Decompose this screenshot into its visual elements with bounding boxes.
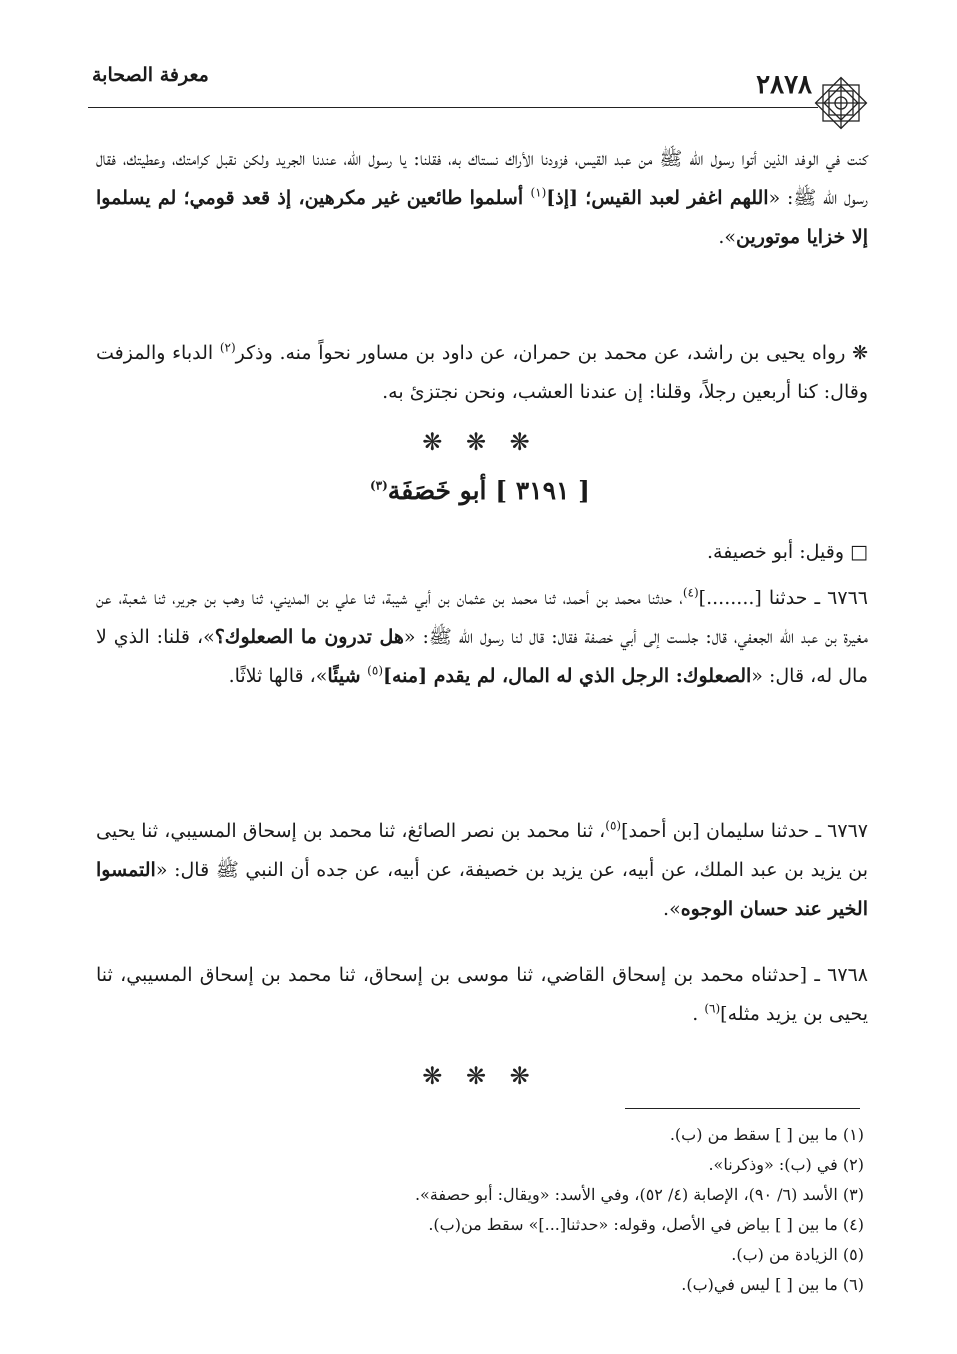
running-header-title: معرفة الصحابة <box>92 64 209 86</box>
hadith-6766-bold-3: شيئًا <box>327 665 368 687</box>
intro-bold-2: أسلموا طائعين غير مكرهين، إذ قعد قومي؛ لم يسلموا إلا خزايا موتورين <box>96 187 868 248</box>
footnote-1: (١) ما بين [ ] سقط من (ب). <box>669 1125 864 1144</box>
footnote-2: (٢) في (ب): «وذكرنا». <box>708 1155 864 1174</box>
footnote-3: (٣) الأسد (٦/ ٩٠)، الإصابة (٤/ ٥٢)، وفي الأسد: «ويقال: أبو حصفة». <box>414 1185 864 1204</box>
footnote-ref-6: (٦) <box>704 1001 721 1016</box>
footnote-ref-5b: (٥) <box>605 818 622 833</box>
hadith-6766 <box>96 579 868 696</box>
intro-paragraph <box>96 140 868 257</box>
hadith-6766-bold-1: هل تدرون ما الصعلوك؟ <box>214 626 404 648</box>
alternate-name: □ وقيل: أبو خصيفة. <box>706 541 868 563</box>
hadith-6767-text-a: ٦٧٦٧ ـ حدثنا سليمان [بن أحمد] <box>621 820 868 842</box>
narration-text-1: ❋ رواه يحيى بن راشد، عن محمد بن حمران، عن داود بن مساور نحواً منه. وذكر <box>235 342 868 364</box>
hadith-6766-text-d: »، قالها ثلاثًا. <box>228 665 328 687</box>
footnote-6: (٦) ما بين [ ] ليس في(ب). <box>681 1275 864 1294</box>
hadith-6767-end: ». <box>663 898 681 920</box>
hadith-6768-end: . <box>692 1003 705 1025</box>
hadith-6768 <box>96 956 868 1034</box>
narration-text-2: الدباء والمزفت وقال: كنا أربعين رجلاً، وقلنا: إن عندنا العشب، ونحن نجتزئ به. <box>96 342 868 403</box>
footnote-ref-5: (٥) <box>367 663 383 678</box>
footnote-rule <box>625 1108 860 1109</box>
section-heading <box>250 476 710 505</box>
intro-text-1: كنت في الوفد الذين أتوا رسول الله ﷺ من عبد القيس، فزودنا الأراك نستاك به، فقلنا: يا رسول الله، عندنا الجريد ولكن نقبل كرامتك، وعطيتك، فقال رسول الله ﷺ: « <box>96 148 868 209</box>
hadith-6766-text-a: ٦٧٦٦ ـ حدثنا [........] <box>698 587 868 609</box>
footnote-ref-3: (٣) <box>369 478 388 493</box>
star-ornament-icon <box>813 75 869 131</box>
intro-bold-1: اللهم اغفر لعبد القيس؛ [إذ] <box>546 187 769 209</box>
header-rule <box>88 107 818 108</box>
hadith-6766-bold-2: الصعلوك: الرجل الذي له المال، لم يقدم [منه] <box>383 665 752 687</box>
footnotes <box>200 1120 864 1300</box>
hadith-6766-text-c: »، قلنا: الذي لا مال له، قال: « <box>96 626 868 687</box>
footnote-4: (٤) ما بين [ ] بياض في الأصل، وقوله: «حدثنا[...]» سقط من(ب). <box>428 1215 864 1234</box>
section-heading-text: [ ٣١٩١ ] أبو خَصَفَة <box>387 476 591 505</box>
footnote-ref-1: (١) <box>530 185 547 200</box>
footnote-5: (٥) الزيادة من (ب). <box>731 1245 864 1264</box>
footnote-ref-2: (٢) <box>219 340 236 355</box>
page-number: ٢٨٧٨ <box>756 70 812 100</box>
hadith-6767 <box>96 812 868 929</box>
hadith-6766-text-b: ، حدثنا محمد بن أحمد، ثنا محمد بن عثمان بن أبي شيبة، ثنا علي بن المديني، ثنا وهب بن جرير، ثنا شعبة، عن مغيرة بن عبد الله الجعفي، قال: جلست إلى أبي خصفة فقال: قال لنا رسول الله ﷺ: « <box>96 587 868 648</box>
narration-note <box>96 334 868 412</box>
section-separator: ❋ ❋ ❋ <box>422 428 538 456</box>
hadith-6767-text-b: ، ثنا محمد بن نصر الصائغ، ثنا محمد بن إسحاق المسيبي، ثنا يحيى بن يزيد بن عبد الملك، عن أبيه، عن يزيد بن خصيفة، عن أبيه، عن جده أن النبي ﷺ قال: « <box>96 820 868 881</box>
section-separator-end: ❋ ❋ ❋ <box>422 1062 538 1090</box>
intro-text-end: ». <box>718 226 737 248</box>
footnote-ref-4: (٤) <box>682 585 699 600</box>
hadith-6767-bold: التمسوا الخير عند حسان الوجوه <box>96 859 868 920</box>
hadith-6768-text: ٦٧٦٨ ـ [حدثناه محمد بن إسحاق القاضي، ثنا موسى بن إسحاق، ثنا محمد بن إسحاق المسيبي، ثنا يحيى بن يزيد مثله] <box>96 964 868 1025</box>
